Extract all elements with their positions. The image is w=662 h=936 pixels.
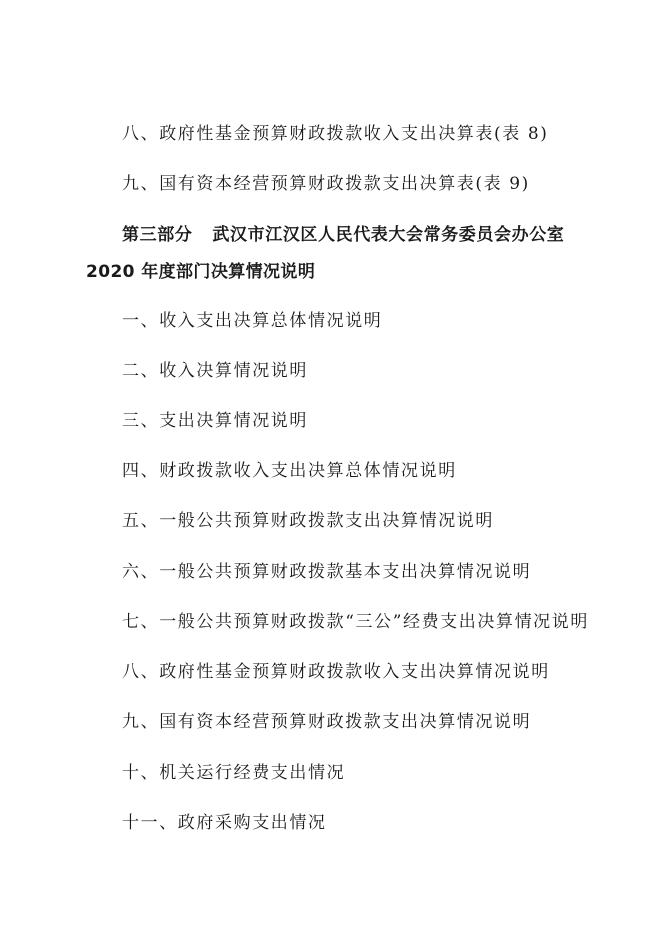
explanation-item-4: 四、财政拨款收入支出决算总体情况说明 bbox=[122, 461, 457, 481]
table-item-8: 八、政府性基金预算财政拨款收入支出决算表(表 8) bbox=[122, 124, 549, 144]
part-three-title-line1: 武汉市江汉区人民代表大会常务委员会办公室 bbox=[212, 225, 565, 245]
explanation-item-2: 二、收入决算情况说明 bbox=[122, 361, 308, 381]
part-three-label: 第三部分 bbox=[122, 225, 193, 245]
table-item-9: 九、国有资本经营预算财政拨款支出决算表(表 9) bbox=[122, 174, 530, 194]
explanation-item-8: 八、政府性基金预算财政拨款收入支出决算情况说明 bbox=[122, 662, 550, 682]
part-three-heading bbox=[122, 224, 564, 246]
part-three-title-line2: 2020 年度部门决算情况说明 bbox=[86, 262, 316, 282]
explanation-item-9: 九、国有资本经营预算财政拨款支出决算情况说明 bbox=[122, 712, 532, 732]
explanation-item-5: 五、一般公共预算财政拨款支出决算情况说明 bbox=[122, 511, 494, 531]
explanation-item-1: 一、收入支出决算总体情况说明 bbox=[122, 311, 383, 331]
explanation-item-10: 十、机关运行经费支出情况 bbox=[122, 763, 346, 783]
explanation-item-11: 十一、政府采购支出情况 bbox=[122, 813, 327, 833]
explanation-item-7: 七、一般公共预算财政拨款“三公”经费支出决算情况说明 bbox=[122, 612, 589, 632]
explanation-item-3: 三、支出决算情况说明 bbox=[122, 411, 308, 431]
explanation-item-6: 六、一般公共预算财政拨款基本支出决算情况说明 bbox=[122, 562, 532, 582]
